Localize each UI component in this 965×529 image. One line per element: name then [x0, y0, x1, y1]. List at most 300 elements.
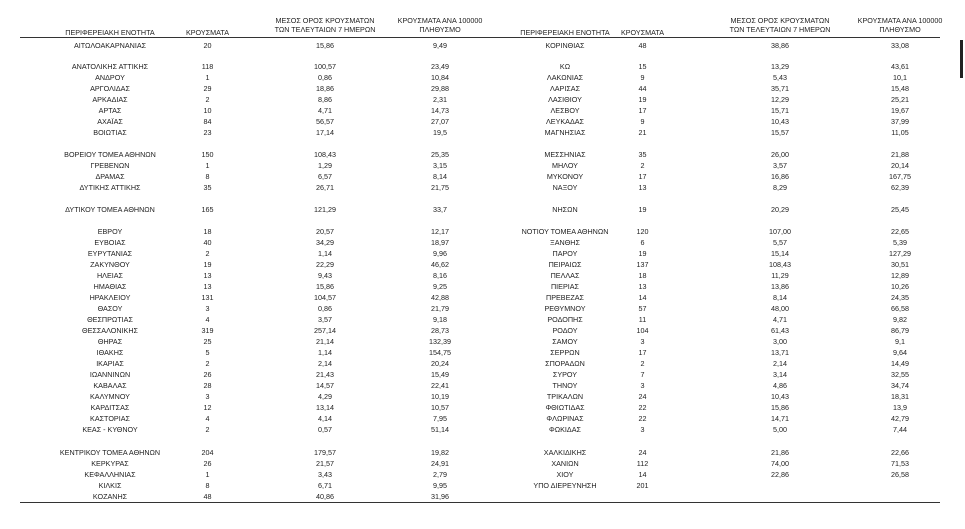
left-region-name-cell: ΕΥΒΟΙΑΣ [94, 238, 126, 247]
right-cases-per-100k-cell: 9,1 [895, 337, 905, 346]
right-region-name-cell: ΦΩΚΙΔΑΣ [549, 425, 581, 434]
right-avg-7-days-cell: 2,14 [773, 359, 787, 368]
table-row [0, 117, 965, 126]
right-cases-cell: 44 [638, 84, 647, 93]
left-avg-7-days-cell: 108,43 [314, 150, 336, 159]
left-region-name-cell: ΗΡΑΚΛΕΙΟΥ [89, 293, 131, 302]
left-avg-7-days-cell: 40,86 [316, 492, 334, 501]
right-cases-cell: 7 [640, 370, 645, 379]
right-region-name-cell: ΠΕΙΡΑΙΩΣ [548, 260, 582, 269]
right-cases-cell: 112 [636, 459, 649, 468]
right-cases-per-100k-cell: 9,82 [893, 315, 907, 324]
right-cases-per-100k-cell: 5,39 [893, 238, 907, 247]
left-avg-7-days-cell: 13,14 [316, 403, 334, 412]
table-row [0, 183, 965, 192]
left-cases-per-100k-cell: 18,97 [431, 238, 449, 247]
right-cases-per-100k-cell: 71,53 [891, 459, 909, 468]
left-cases-cell: 26 [203, 459, 212, 468]
right-region-name-cell: ΞΑΝΘΗΣ [550, 238, 580, 247]
left-cases-cell: 26 [203, 370, 212, 379]
left-avg-7-days-cell: 34,29 [316, 238, 334, 247]
right-avg-7-days-cell: 12,29 [771, 95, 789, 104]
right-cases-per-100k-cell: 25,45 [891, 205, 909, 214]
left-cases-per-100k-cell: 2,31 [433, 95, 447, 104]
footer-rule [20, 502, 940, 503]
right-region-name-cell: ΠΡΕΒΕΖΑΣ [546, 293, 584, 302]
header-region-left: ΠΕΡΙΦΕΡΕΙΑΚΗ ΕΝΟΤΗΤΑ [65, 28, 155, 37]
right-avg-7-days-cell: 74,00 [771, 459, 789, 468]
header-avg-right-line1: ΜΕΣΟΣ ΟΡΟΣ ΚΡΟΥΣΜΑΤΩΝ [730, 16, 830, 25]
left-cases-per-100k-cell: 8,14 [433, 172, 447, 181]
left-avg-7-days-cell: 1,14 [318, 249, 332, 258]
left-region-name-cell: ΑΡΤΑΣ [98, 106, 122, 115]
right-cases-per-100k-cell: 37,99 [891, 117, 909, 126]
left-cases-per-100k-cell: 42,88 [431, 293, 449, 302]
left-avg-7-days-cell: 6,57 [318, 172, 332, 181]
left-region-name-cell: ΚΑΡΔΙΤΣΑΣ [90, 403, 130, 412]
left-cases-cell: 13 [203, 282, 212, 291]
header-region-right: ΠΕΡΙΦΕΡΕΙΑΚΗ ΕΝΟΤΗΤΑ [520, 28, 610, 37]
table-row [0, 392, 965, 401]
right-cases-cell: 17 [638, 348, 647, 357]
right-cases-per-100k-cell: 33,08 [891, 41, 909, 50]
left-cases-per-100k-cell: 27,07 [431, 117, 449, 126]
right-avg-7-days-cell: 5,00 [773, 425, 787, 434]
left-avg-7-days-cell: 1,14 [318, 348, 332, 357]
left-cases-cell: 165 [201, 205, 214, 214]
right-avg-7-days-cell: 108,43 [769, 260, 791, 269]
right-cases-cell: 19 [638, 249, 647, 258]
left-avg-7-days-cell: 4,29 [318, 392, 332, 401]
left-avg-7-days-cell: 14,57 [316, 381, 334, 390]
table-row [0, 348, 965, 357]
right-cases-per-100k-cell: 42,79 [891, 414, 909, 423]
left-cases-cell: 150 [201, 150, 214, 159]
left-cases-cell: 3 [205, 392, 210, 401]
right-cases-cell: 19 [638, 205, 647, 214]
right-avg-7-days-cell: 3,00 [773, 337, 787, 346]
table-row [0, 481, 965, 490]
table-row [0, 227, 965, 236]
right-cases-per-100k-cell: 9,64 [893, 348, 907, 357]
left-cases-per-100k-cell: 31,96 [431, 492, 449, 501]
right-cases-cell: 11 [638, 315, 647, 324]
left-cases-cell: 20 [203, 41, 212, 50]
left-cases-per-100k-cell: 10,57 [431, 403, 449, 412]
right-region-name-cell: ΧΙΟΥ [556, 470, 574, 479]
left-avg-7-days-cell: 9,43 [318, 271, 332, 280]
table-row [0, 381, 965, 390]
right-cases-cell: 17 [638, 172, 647, 181]
left-avg-7-days-cell: 1,29 [318, 161, 332, 170]
left-avg-7-days-cell: 4,14 [318, 414, 332, 423]
right-cases-cell: 24 [638, 448, 647, 457]
right-region-name-cell: ΥΠΟ ΔΙΕΡΕΥΝΗΣΗ [533, 481, 597, 490]
right-region-name-cell: ΝΗΣΩΝ [552, 205, 578, 214]
table-row [0, 161, 965, 170]
right-cases-cell: 3 [640, 381, 645, 390]
right-region-name-cell: ΛΕΣΒΟΥ [550, 106, 580, 115]
header-rule [20, 37, 940, 38]
left-cases-cell: 84 [203, 117, 212, 126]
left-avg-7-days-cell: 0,86 [318, 73, 332, 82]
left-cases-cell: 4 [205, 315, 210, 324]
left-cases-cell: 1 [205, 73, 210, 82]
right-cases-cell: 2 [640, 359, 645, 368]
left-cases-cell: 118 [201, 62, 214, 71]
left-cases-cell: 2 [205, 359, 210, 368]
right-avg-7-days-cell: 20,29 [771, 205, 789, 214]
left-cases-cell: 4 [205, 414, 210, 423]
left-region-name-cell: ΑΧΑΪΑΣ [97, 117, 123, 126]
right-avg-7-days-cell: 5,43 [773, 73, 787, 82]
left-cases-per-100k-cell: 9,95 [433, 481, 447, 490]
header-avg-left-line2: ΤΩΝ ΤΕΛΕΥΤΑΙΩΝ 7 ΗΜΕΡΩΝ [274, 25, 376, 34]
right-cases-cell: 2 [640, 161, 645, 170]
table-row [0, 326, 965, 335]
right-avg-7-days-cell: 8,14 [773, 293, 787, 302]
left-cases-cell: 25 [203, 337, 212, 346]
left-region-name-cell: ΒΟΡΕΙΟΥ ΤΟΜΕΑ ΑΘΗΝΩΝ [64, 150, 156, 159]
right-cases-per-100k-cell: 15,48 [891, 84, 909, 93]
left-cases-cell: 8 [205, 172, 210, 181]
left-cases-per-100k-cell: 23,49 [431, 62, 449, 71]
left-avg-7-days-cell: 4,71 [318, 106, 332, 115]
right-cases-per-100k-cell: 30,51 [891, 260, 909, 269]
left-region-name-cell: ΚΙΛΚΙΣ [98, 481, 122, 490]
right-cases-per-100k-cell: 7,44 [893, 425, 907, 434]
right-cases-cell: 9 [640, 73, 645, 82]
right-cases-cell: 14 [638, 470, 647, 479]
right-region-name-cell: ΧΑΝΙΩΝ [551, 459, 579, 468]
table-row [0, 249, 965, 258]
right-cases-cell: 22 [638, 403, 647, 412]
right-avg-7-days-cell: 15,86 [771, 403, 789, 412]
left-avg-7-days-cell: 8,86 [318, 95, 332, 104]
left-cases-cell: 29 [203, 84, 212, 93]
right-region-name-cell: ΚΩ [559, 62, 571, 71]
left-cases-cell: 10 [203, 106, 212, 115]
table-row [0, 205, 965, 214]
header-cases-left: ΚΡΟΥΣΜΑΤΑ [185, 28, 230, 37]
left-avg-7-days-cell: 22,29 [316, 260, 334, 269]
table-row [0, 448, 965, 457]
right-cases-cell: 18 [638, 271, 647, 280]
right-cases-cell: 48 [638, 41, 647, 50]
left-cases-cell: 23 [203, 128, 212, 137]
left-avg-7-days-cell: 104,57 [314, 293, 336, 302]
left-region-name-cell: ΚΕΝΤΡΙΚΟΥ ΤΟΜΕΑ ΑΘΗΝΩΝ [59, 448, 161, 457]
right-cases-cell: 201 [636, 481, 649, 490]
right-cases-cell: 21 [638, 128, 647, 137]
left-region-name-cell: ΑΡΓΟΛΙΔΑΣ [90, 84, 130, 93]
table-row [0, 84, 965, 93]
right-cases-cell: 57 [638, 304, 647, 313]
table-row [0, 150, 965, 159]
left-avg-7-days-cell: 2,14 [318, 359, 332, 368]
right-cases-cell: 19 [638, 95, 647, 104]
left-cases-per-100k-cell: 29,88 [431, 84, 449, 93]
right-cases-cell: 137 [636, 260, 649, 269]
right-cases-cell: 3 [640, 337, 645, 346]
right-region-name-cell: ΦΛΩΡΙΝΑΣ [546, 414, 584, 423]
right-cases-per-100k-cell: 10,1 [893, 73, 907, 82]
right-region-name-cell: ΣΠΟΡΑΔΩΝ [545, 359, 585, 368]
left-region-name-cell: ΚΑΣΤΟΡΙΑΣ [90, 414, 130, 423]
left-cases-per-100k-cell: 24,91 [431, 459, 449, 468]
right-avg-7-days-cell: 107,00 [769, 227, 791, 236]
right-region-name-cell: ΡΟΔΟΠΗΣ [547, 315, 583, 324]
right-cases-cell: 9 [640, 117, 645, 126]
right-cases-per-100k-cell: 32,55 [891, 370, 909, 379]
right-region-name-cell: ΡΕΘΥΜΝΟΥ [544, 304, 586, 313]
left-cases-per-100k-cell: 20,24 [431, 359, 449, 368]
table-row [0, 293, 965, 302]
right-cases-cell: 15 [638, 62, 647, 71]
table-row [0, 414, 965, 423]
table-row [0, 492, 965, 501]
right-cases-cell: 17 [638, 106, 647, 115]
right-region-name-cell: ΜΑΓΝΗΣΙΑΣ [544, 128, 586, 137]
right-avg-7-days-cell: 8,29 [773, 183, 787, 192]
left-cases-cell: 40 [203, 238, 212, 247]
right-avg-7-days-cell: 15,14 [771, 249, 789, 258]
left-cases-cell: 3 [205, 304, 210, 313]
right-region-name-cell: ΡΟΔΟΥ [552, 326, 578, 335]
right-region-name-cell: ΠΑΡΟΥ [552, 249, 578, 258]
right-cases-per-100k-cell: 10,26 [891, 282, 909, 291]
right-avg-7-days-cell: 3,57 [773, 161, 787, 170]
table-row [0, 403, 965, 412]
right-cases-cell: 22 [638, 414, 647, 423]
header-per100k-right-line2: ΠΛΗΘΥΣΜΟ [879, 25, 921, 34]
right-avg-7-days-cell: 38,86 [771, 41, 789, 50]
left-cases-per-100k-cell: 154,75 [429, 348, 451, 357]
left-cases-cell: 2 [205, 95, 210, 104]
right-region-name-cell: ΜΗΛΟΥ [552, 161, 578, 170]
left-cases-per-100k-cell: 9,49 [433, 41, 447, 50]
table-row [0, 106, 965, 115]
table-row [0, 172, 965, 181]
table-row [0, 62, 965, 71]
right-avg-7-days-cell: 35,71 [771, 84, 789, 93]
right-cases-per-100k-cell: 20,14 [891, 161, 909, 170]
right-cases-per-100k-cell: 66,58 [891, 304, 909, 313]
right-cases-cell: 6 [640, 238, 645, 247]
left-avg-7-days-cell: 21,14 [316, 337, 334, 346]
right-avg-7-days-cell: 13,86 [771, 282, 789, 291]
left-region-name-cell: ΗΜΑΘΙΑΣ [93, 282, 127, 291]
left-region-name-cell: ΘΑΣΟΥ [97, 304, 123, 313]
left-cases-per-100k-cell: 25,35 [431, 150, 449, 159]
table-row [0, 315, 965, 324]
header-per100k-right-line1: ΚΡΟΥΣΜΑΤΑ ΑΝΑ 100000 [857, 16, 943, 25]
left-region-name-cell: ΒΟΙΩΤΙΑΣ [93, 128, 127, 137]
left-region-name-cell: ΙΚΑΡΙΑΣ [96, 359, 124, 368]
header-per100k-left-line1: ΚΡΟΥΣΜΑΤΑ ΑΝΑ 100000 [397, 16, 483, 25]
left-cases-per-100k-cell: 19,5 [433, 128, 447, 137]
left-region-name-cell: ΘΕΣΠΡΩΤΙΑΣ [87, 315, 133, 324]
left-region-name-cell: ΚΑΛΥΜΝΟΥ [90, 392, 130, 401]
table-row [0, 73, 965, 82]
left-cases-per-100k-cell: 14,73 [431, 106, 449, 115]
left-region-name-cell: ΑΝΑΤΟΛΙΚΗΣ ΑΤΤΙΚΗΣ [71, 62, 149, 71]
right-cases-cell: 13 [638, 282, 647, 291]
left-avg-7-days-cell: 121,29 [314, 205, 336, 214]
table-row [0, 425, 965, 434]
left-avg-7-days-cell: 100,57 [314, 62, 336, 71]
right-cases-per-100k-cell: 21,88 [891, 150, 909, 159]
left-cases-per-100k-cell: 46,62 [431, 260, 449, 269]
left-cases-per-100k-cell: 132,39 [429, 337, 451, 346]
right-cases-cell: 13 [638, 183, 647, 192]
left-cases-cell: 8 [205, 481, 210, 490]
table-row [0, 459, 965, 468]
left-cases-per-100k-cell: 21,75 [431, 183, 449, 192]
left-region-name-cell: ΓΡΕΒΕΝΩΝ [90, 161, 130, 170]
left-cases-per-100k-cell: 15,49 [431, 370, 449, 379]
left-cases-cell: 48 [203, 492, 212, 501]
left-cases-cell: 5 [205, 348, 210, 357]
right-region-name-cell: ΜΥΚΟΝΟΥ [546, 172, 584, 181]
left-cases-per-100k-cell: 2,79 [433, 470, 447, 479]
right-cases-per-100k-cell: 11,05 [891, 128, 909, 137]
header-per100k-left-line2: ΠΛΗΘΥΣΜΟ [419, 25, 461, 34]
right-cases-per-100k-cell: 25,21 [891, 95, 909, 104]
right-region-name-cell: ΠΕΛΛΑΣ [550, 271, 580, 280]
left-region-name-cell: ΖΑΚΥΝΘΟΥ [90, 260, 130, 269]
left-region-name-cell: ΔΥΤΙΚΗΣ ΑΤΤΙΚΗΣ [79, 183, 141, 192]
table-row [0, 470, 965, 479]
left-region-name-cell: ΙΩΑΝΝΙΝΩΝ [89, 370, 131, 379]
left-cases-cell: 12 [203, 403, 212, 412]
left-cases-per-100k-cell: 51,14 [431, 425, 449, 434]
left-cases-per-100k-cell: 10,19 [431, 392, 449, 401]
left-cases-per-100k-cell: 9,18 [433, 315, 447, 324]
right-region-name-cell: ΦΘΙΩΤΙΔΑΣ [545, 403, 585, 412]
left-avg-7-days-cell: 21,43 [316, 370, 334, 379]
right-avg-7-days-cell: 15,57 [771, 128, 789, 137]
left-avg-7-days-cell: 257,14 [314, 326, 336, 335]
left-cases-per-100k-cell: 3,15 [433, 161, 447, 170]
right-cases-per-100k-cell: 127,29 [889, 249, 911, 258]
right-avg-7-days-cell: 5,57 [773, 238, 787, 247]
left-region-name-cell: ΘΗΡΑΣ [97, 337, 123, 346]
left-avg-7-days-cell: 0,57 [318, 425, 332, 434]
left-region-name-cell: ΚΕΡΚΥΡΑΣ [91, 459, 129, 468]
right-cases-per-100k-cell: 18,31 [891, 392, 909, 401]
right-avg-7-days-cell: 13,29 [771, 62, 789, 71]
left-cases-per-100k-cell: 9,96 [433, 249, 447, 258]
right-avg-7-days-cell: 11,29 [771, 271, 789, 280]
left-cases-per-100k-cell: 21,79 [431, 304, 449, 313]
right-avg-7-days-cell: 22,86 [771, 470, 789, 479]
right-cases-per-100k-cell: 14,49 [891, 359, 909, 368]
right-cases-per-100k-cell: 22,65 [891, 227, 909, 236]
table-row [0, 128, 965, 137]
left-region-name-cell: ΚΑΒΑΛΑΣ [93, 381, 127, 390]
left-avg-7-days-cell: 26,71 [316, 183, 334, 192]
left-region-name-cell: ΚΕΑΣ - ΚΥΘΝΟΥ [82, 425, 138, 434]
left-cases-cell: 13 [203, 271, 212, 280]
right-region-name-cell: ΠΙΕΡΙΑΣ [550, 282, 579, 291]
right-cases-per-100k-cell: 34,74 [891, 381, 909, 390]
left-avg-7-days-cell: 6,71 [318, 481, 332, 490]
header-avg-left-line1: ΜΕΣΟΣ ΟΡΟΣ ΚΡΟΥΣΜΑΤΩΝ [275, 16, 375, 25]
left-cases-per-100k-cell: 28,73 [431, 326, 449, 335]
right-avg-7-days-cell: 16,86 [771, 172, 789, 181]
left-region-name-cell: ΗΛΕΙΑΣ [96, 271, 124, 280]
right-cases-cell: 24 [638, 392, 647, 401]
right-cases-per-100k-cell: 22,66 [891, 448, 909, 457]
right-region-name-cell: ΛΕΥΚΑΔΑΣ [545, 117, 584, 126]
right-avg-7-days-cell: 26,00 [771, 150, 789, 159]
left-region-name-cell: ΑΙΤΩΛΟΑΚΑΡΝΑΝΙΑΣ [73, 41, 147, 50]
right-avg-7-days-cell: 61,43 [771, 326, 789, 335]
right-avg-7-days-cell: 10,43 [771, 392, 789, 401]
left-cases-cell: 131 [201, 293, 214, 302]
left-cases-cell: 1 [205, 161, 210, 170]
right-region-name-cell: ΜΕΣΣΗΝΙΑΣ [544, 150, 586, 159]
left-avg-7-days-cell: 17,14 [316, 128, 334, 137]
right-avg-7-days-cell: 4,71 [773, 315, 787, 324]
left-avg-7-days-cell: 21,57 [316, 459, 334, 468]
left-cases-per-100k-cell: 10,84 [431, 73, 449, 82]
left-cases-per-100k-cell: 12,17 [431, 227, 449, 236]
left-cases-cell: 19 [203, 260, 212, 269]
left-region-name-cell: ΚΟΖΑΝΗΣ [92, 492, 128, 501]
left-region-name-cell: ΘΕΣΣΑΛΟΝΙΚΗΣ [82, 326, 138, 335]
table-row [0, 304, 965, 313]
right-region-name-cell: ΤΗΝΟΥ [552, 381, 578, 390]
right-cases-cell: 3 [640, 425, 645, 434]
left-avg-7-days-cell: 15,86 [316, 282, 334, 291]
left-cases-per-100k-cell: 33,7 [433, 205, 447, 214]
table-row [0, 238, 965, 247]
right-cases-per-100k-cell: 19,67 [891, 106, 909, 115]
left-region-name-cell: ΕΥΡΥΤΑΝΙΑΣ [87, 249, 133, 258]
left-cases-cell: 204 [201, 448, 214, 457]
left-cases-cell: 28 [203, 381, 212, 390]
left-cases-cell: 1 [205, 470, 210, 479]
right-cases-per-100k-cell: 24,35 [891, 293, 909, 302]
table-row [0, 95, 965, 104]
table-row [0, 337, 965, 346]
table-row [0, 282, 965, 291]
left-cases-per-100k-cell: 22,41 [431, 381, 449, 390]
left-cases-cell: 319 [201, 326, 214, 335]
right-cases-cell: 104 [636, 326, 649, 335]
right-cases-cell: 14 [638, 293, 647, 302]
left-cases-per-100k-cell: 7,95 [433, 414, 447, 423]
right-cases-per-100k-cell: 62,39 [891, 183, 909, 192]
right-region-name-cell: ΝΑΞΟΥ [552, 183, 578, 192]
table-row [0, 370, 965, 379]
right-cases-per-100k-cell: 12,89 [891, 271, 909, 280]
right-avg-7-days-cell: 15,71 [771, 106, 789, 115]
right-avg-7-days-cell: 3,14 [773, 370, 787, 379]
right-region-name-cell: ΛΑΡΙΣΑΣ [549, 84, 581, 93]
left-region-name-cell: ΔΡΑΜΑΣ [95, 172, 125, 181]
left-avg-7-days-cell: 3,43 [318, 470, 332, 479]
header-cases-right: ΚΡΟΥΣΜΑΤΑ [620, 28, 665, 37]
left-region-name-cell: ΔΥΤΙΚΟΥ ΤΟΜΕΑ ΑΘΗΝΩΝ [65, 205, 155, 214]
right-avg-7-days-cell: 21,86 [771, 448, 789, 457]
left-cases-cell: 2 [205, 249, 210, 258]
right-cases-per-100k-cell: 26,58 [891, 470, 909, 479]
right-avg-7-days-cell: 4,86 [773, 381, 787, 390]
right-region-name-cell: ΣΕΡΡΩΝ [550, 348, 580, 357]
